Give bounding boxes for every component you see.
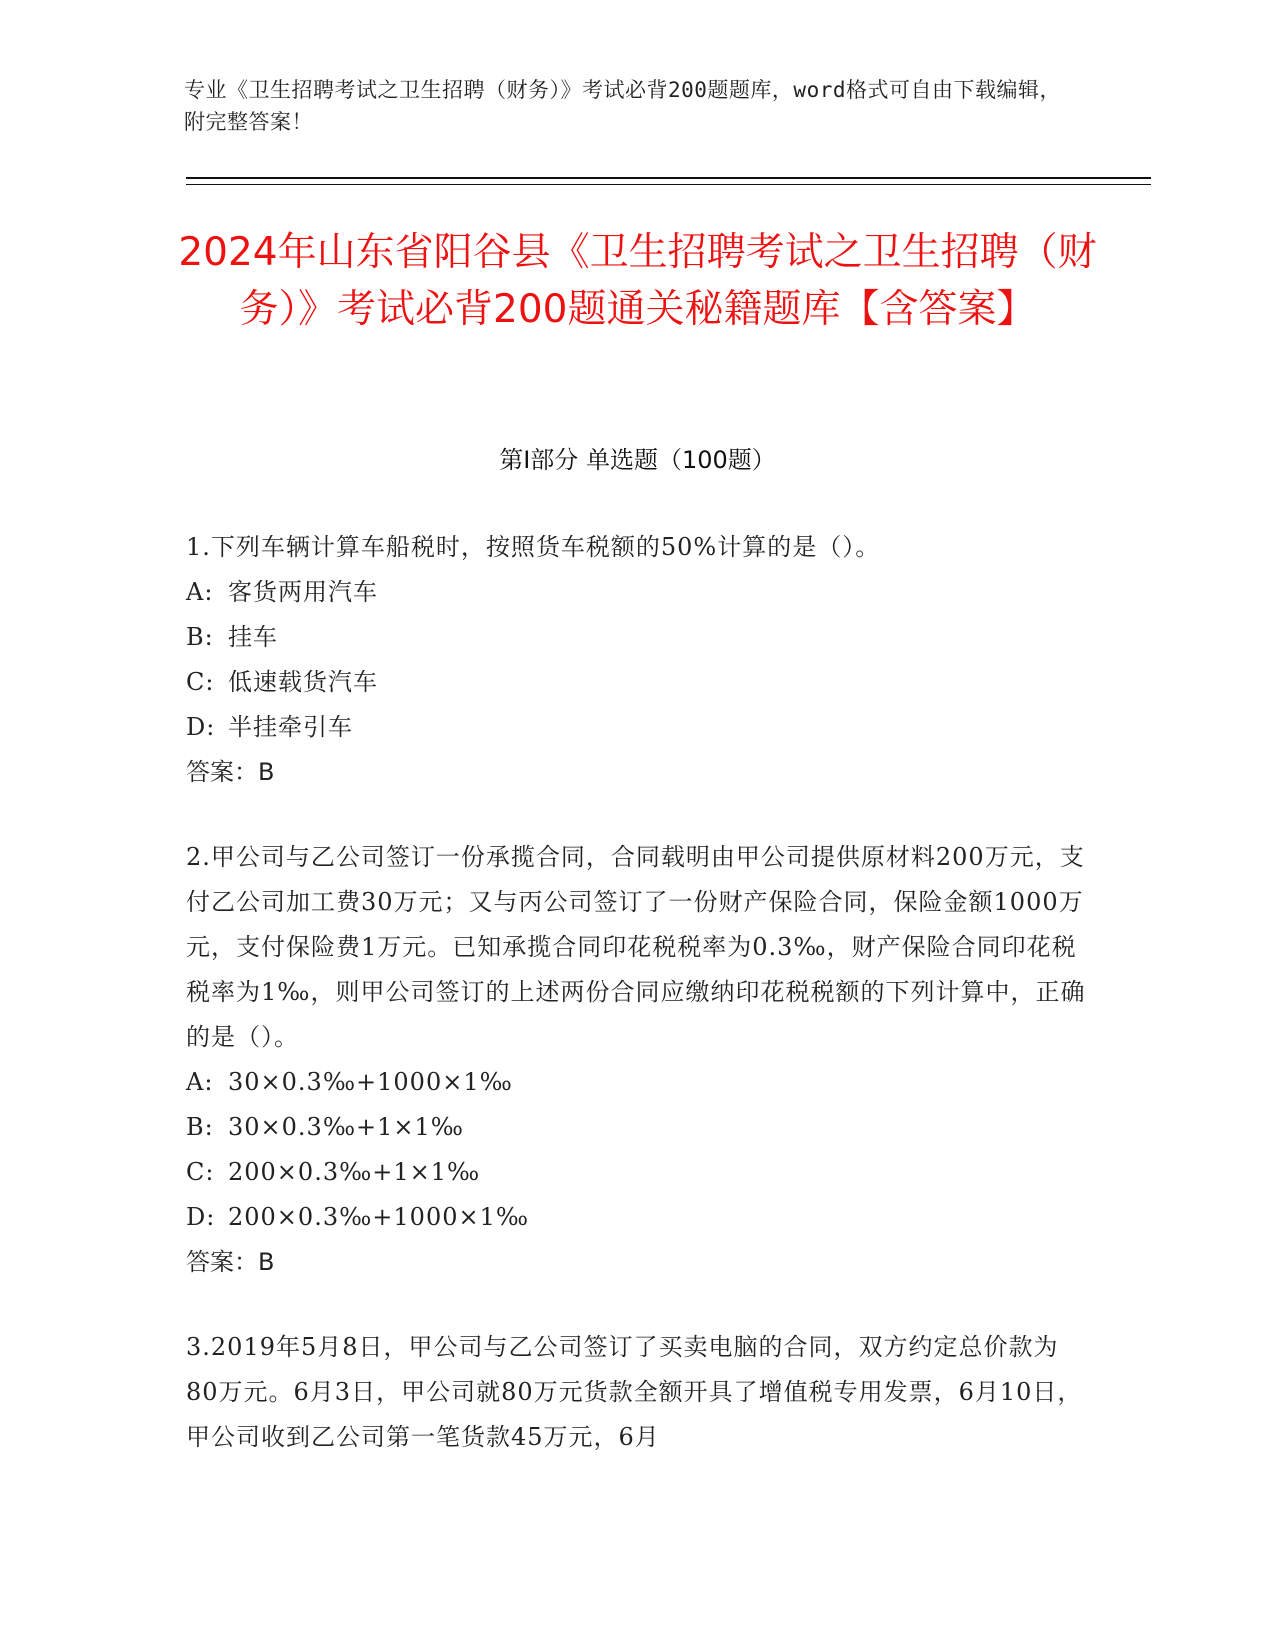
option-c bbox=[186, 660, 1086, 705]
answer: 答案：B bbox=[186, 758, 275, 786]
question-2 bbox=[186, 835, 1086, 1285]
option-text: 200×0.3‰+1000×1‰ bbox=[228, 1203, 530, 1231]
option-c bbox=[186, 1150, 1086, 1195]
question-stem: 2.甲公司与乙公司签订一份承揽合同，合同载明由甲公司提供原材料200万元，支付乙公司加工费30万元；又与丙公司签订了一份财产保险合同，保险金额1000万元，支付保险费1万元。已知承揽合同印花税税率为0.3‰，财产保险合同印花税税率为1‰，则甲公司签订的上述两份合同应缴纳印花税税额的下列计算中，正确的是（）。 bbox=[186, 843, 1086, 1051]
document-title: 2024年山东省阳谷县《卫生招聘考试之卫生招聘（财务）》考试必背200题通关秘籍题库【含答案】 bbox=[178, 230, 1097, 332]
option-key: A: bbox=[186, 1068, 214, 1096]
header-rule-thick bbox=[186, 177, 1151, 179]
answer: 答案：B bbox=[186, 1248, 275, 1276]
option-d bbox=[186, 1195, 1086, 1240]
option-text: 30×0.3‰+1×1‰ bbox=[228, 1113, 464, 1141]
question-list bbox=[186, 525, 1086, 1500]
option-key: B: bbox=[186, 1113, 214, 1141]
option-a bbox=[186, 1060, 1086, 1105]
option-key: A: bbox=[186, 578, 214, 606]
question-3 bbox=[186, 1325, 1086, 1460]
option-key: D: bbox=[186, 713, 216, 741]
option-b bbox=[186, 1105, 1086, 1150]
option-key: C: bbox=[186, 1158, 215, 1186]
option-a bbox=[186, 570, 1086, 615]
option-text: 200×0.3‰+1×1‰ bbox=[228, 1158, 481, 1186]
section-title: 第I部分 单选题（100题） bbox=[499, 446, 776, 474]
header-note: 专业《卫生招聘考试之卫生招聘（财务）》考试必背200题题库，word格式可自由下载编辑，附完整答案！ bbox=[184, 78, 1061, 134]
option-d bbox=[186, 705, 1086, 750]
option-text: 挂车 bbox=[228, 623, 278, 651]
option-key: B: bbox=[186, 623, 214, 651]
option-key: D: bbox=[186, 1203, 216, 1231]
option-key: C: bbox=[186, 668, 215, 696]
option-b bbox=[186, 615, 1086, 660]
question-stem: 1.下列车辆计算车船税时，按照货车税额的50%计算的是（）。 bbox=[186, 533, 881, 561]
option-text: 低速载货汽车 bbox=[228, 668, 378, 696]
option-text: 半挂牵引车 bbox=[228, 713, 353, 741]
question-1 bbox=[186, 525, 1086, 795]
header-rule-thin bbox=[186, 184, 1151, 185]
option-text: 30×0.3‰+1000×1‰ bbox=[228, 1068, 513, 1096]
question-stem: 3.2019年5月8日，甲公司与乙公司签订了买卖电脑的合同，双方约定总价款为80万元。6月3日，甲公司就80万元货款全额开具了增值税专用发票，6月10日，甲公司收到乙公司第一笔货款45万元，6月 bbox=[186, 1333, 1083, 1451]
option-text: 客货两用汽车 bbox=[228, 578, 378, 606]
